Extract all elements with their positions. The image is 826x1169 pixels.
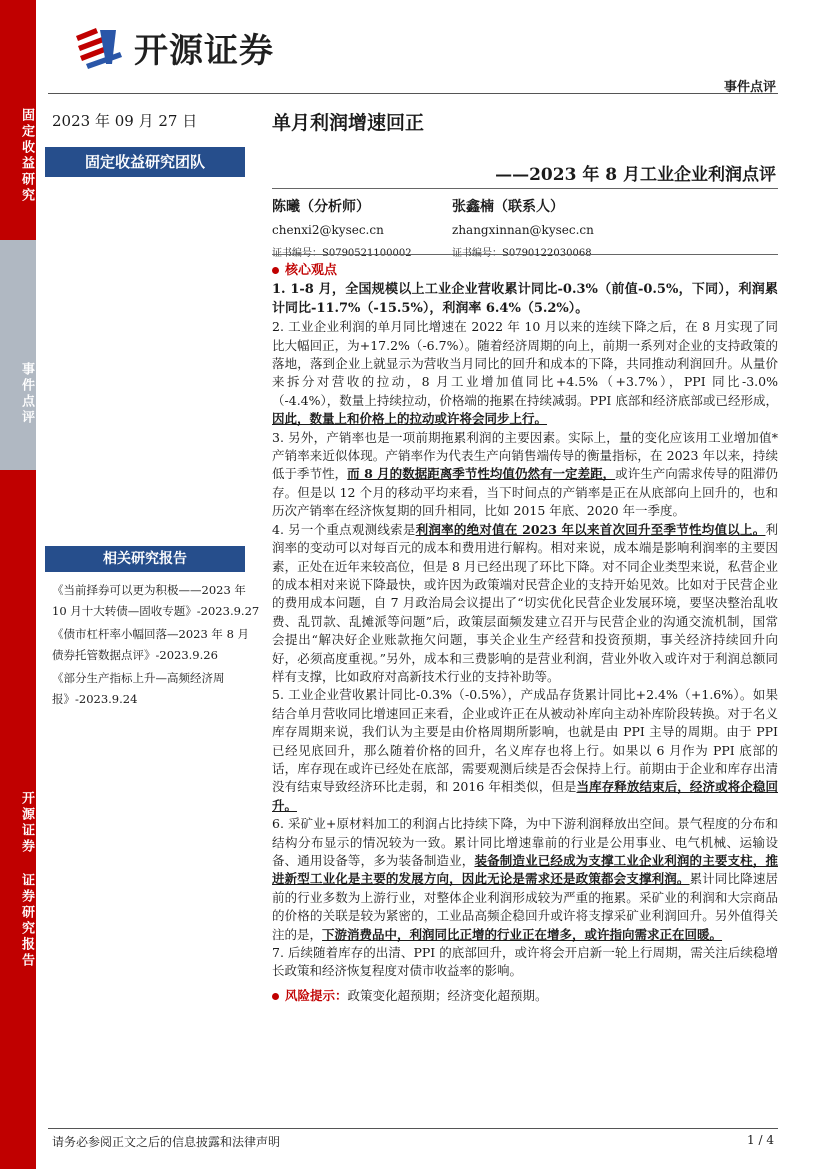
point-6-text: 6. 采矿业+原材料加工的利润占比持续下降，为中下游利润释放出空间。景气程度的分布和结构分布显示的情况较为一致。累计同比增速靠前的行业是公用事业、电气机械、运输设备、通用设备等，多为装备制造业， xyxy=(272,816,778,868)
footer-divider xyxy=(48,1128,778,1129)
sidebar-doc-type: 事件点评 xyxy=(0,240,36,470)
author-block xyxy=(272,196,412,259)
point-4-text: 4. 另一个重点观测线索是 xyxy=(272,521,416,537)
report-subtitle: ——2023 年 8 月工业企业利润点评 xyxy=(495,165,776,185)
point-3 xyxy=(272,429,778,521)
related-report-link[interactable]: 《部分生产指标上升—高频经济周报》-2023.9.24 xyxy=(52,671,225,706)
team-badge: 固定收益研究团队 xyxy=(45,147,245,177)
related-reports-heading: 相关研究报告 xyxy=(45,546,245,572)
company-logo xyxy=(72,24,274,70)
point-2 xyxy=(272,318,778,428)
point-6-text-cont: 累计同比降速居前的行业多数为上游行业，对整体企业利润形成较为严重的拖累。采矿业的利润和大宗商品的价格的关联是较为紧密的，工业品高频企稳回升或许将支撑采矿业利润回升。另外值得关注的是， xyxy=(272,871,778,942)
header-divider xyxy=(48,93,778,94)
report-date: 2023 年 09 月 27 日 xyxy=(52,112,198,130)
logo-mark-icon xyxy=(72,24,124,70)
point-4-emphasis: 利润率的绝对值在 2023 年以来首次回升至季节性均值以上。 xyxy=(415,521,766,537)
point-6-emphasis-2: 下游消费品中，利润同比正增的行业正在增多，或许指向需求正在回暖。 xyxy=(322,926,723,942)
point-6-emphasis: 装备制造业已经成为支撑工业企业利润的主要支柱，推进新型工业化是主要的发展方向，因此无论是需求还是政策都会支撑利润。 xyxy=(272,853,778,887)
risk-label: 风险提示： xyxy=(285,987,348,1003)
author-cert: 证书编号：S0790521100002 xyxy=(272,248,412,259)
report-title: 单月利润增速回正 xyxy=(272,112,425,134)
sidebar-category: 固定收益研究 xyxy=(0,0,36,240)
author-divider xyxy=(272,254,778,255)
point-5 xyxy=(272,686,778,815)
doc-type-label: 事件点评 xyxy=(723,80,776,95)
point-3-text: 3. 另外，产销率也是一项前期拖累利润的主要因素。实际上，量的变化应该用工业增加值*产销率来近似体现。产销率作为代表生产向销售端传导的衡量指标，在 2023 年以来，持续低于季节性， xyxy=(272,429,778,482)
sidebar xyxy=(0,0,36,1169)
author-block xyxy=(452,196,594,259)
point-7: 7. 后续随着库存的出清、PPI 的底部回升，或许将会开启新一轮上行周期，需关注后续稳增长政策和经济恢复程度对债市收益率的影响。 xyxy=(272,945,778,979)
risk-text: 政策变化超预期；经济变化超预期。 xyxy=(347,987,548,1003)
subtitle-divider xyxy=(272,188,778,189)
author-name: 张鑫楠（联系人） xyxy=(452,199,564,215)
author-cert: 证书编号：S0790122030068 xyxy=(452,248,592,259)
author-name: 陈曦（分析师） xyxy=(272,199,370,215)
point-3-emphasis: 而 8 月的数据距离季节性均值仍然有一定差距， xyxy=(347,466,616,482)
risk-warning xyxy=(272,987,778,1005)
author-email[interactable]: zhangxinnan@kysec.cn xyxy=(452,223,594,237)
core-views-heading xyxy=(272,262,778,280)
point-5-emphasis: 当库存释放结束后，经济或将企稳回升。 xyxy=(272,779,778,813)
point-1: 1. 1-8 月，全国规模以上工业企业营收累计同比-0.3%（前值-0.5%，下同），利润累计同比-11.7%（-15.5%），利润率 6.4%（5.2%）。 xyxy=(272,282,778,316)
point-6 xyxy=(272,815,778,944)
related-report-link[interactable]: 《当前择券可以更为积极——2023 年 10 月十大转债—固收专题》-2023.9.27 xyxy=(52,583,260,618)
point-4 xyxy=(272,521,778,687)
page-number: 1 / 4 xyxy=(747,1133,774,1147)
sidebar-company: 开源证券 证券研究报告 xyxy=(0,470,36,1169)
point-3-text-cont: 或许生产向需求传导的阻滞仍存。但是以 12 个月的移动平均来看，当下时间点的产销率是正在从底部向上回升的，也和历次产销率在经济恢复期的回升相同，比如 2015 年底、2020 年一季度。 xyxy=(272,466,778,519)
bullet-dot-icon xyxy=(272,267,279,274)
related-reports-list xyxy=(52,580,260,712)
point-2-text: 2. 工业企业利润的单月同比增速在 2022 年 10 月以来的连续下降之后，在 8 月实现了同比大幅回正，为+17.2%（-6.7%）。随着经济周期的向上，前期一系列对企业的支持政策的落地，落到企业上就显示为营收当月同比的回升和成本的下降，共同推动利润回升。从量价来拆分对营收的拉动，8 月工业增加值同比+4.5%（+3.7%），PPI 同比-3.0%（-4.4%），数量上持续拉动，价格端的拖累在持续减弱。PPI 底部和经济底部或已经形成， xyxy=(272,319,778,408)
related-report-link[interactable]: 《债市杠杆率小幅回落—2023 年 8 月债券托管数据点评》-2023.9.26 xyxy=(52,627,250,662)
author-email[interactable]: chenxi2@kysec.cn xyxy=(272,223,384,237)
main-content xyxy=(272,262,778,1005)
core-views-label: 核心观点 xyxy=(285,263,338,278)
point-4-text-cont: 利润率的变动可以对每百元的成本和费用进行解构。相对来说，成本端是影响利润率的主要因素，正处在近年来较高位，但是 8 月已经出现了环比下降。对不同企业类型来说，私营企业的成本相对来说下降最快，或许因为政策端对民营企业的支持开始见效。比如对于民营企业的费用成本问题，自 7 月政治局会议提出了“切实优化民营企业发展环境，要坚决整治乱收费、乱罚款、乱摊派等问题”后，政策层面频发建立召开与民营企业的沟通交流机制，国常会提出“解决好企业账款拖欠问题，事关企业生产经营和投资预期，事关经济持续回升向好，必须高度重视。”另外，成本和三费影响的是营业利润，营业外收入或许对于利润总额同样有支撑，比如政府对高新技术行业的支持补助等。 xyxy=(272,521,778,684)
point-5-text: 5. 工业企业营收累计同比-0.3%（-0.5%），产成品存货累计同比+2.4%（+1.6%）。如果结合单月营收同比增速回正来看，企业或许正在从被动补库向主动补库阶段转换。对于名义库存周期来说，我们认为主要是由价格周期所影响，也就是由 PPI 主导的周期。由于 PPI 已经见底回升，那么随着价格的回升，名义库存也将上行。如果以 6 月作为 PPI 底部的话，库存现在或许已经处在底部，需要观测后续是否会保持上行。前期由于企业和库存出清没有结束导致经济环比走弱，和 2016 年相类似，但是 xyxy=(272,687,778,795)
point-2-emphasis: 因此，数量上和价格上的拉动或许将会同步上行。 xyxy=(272,411,548,427)
bullet-dot-icon xyxy=(272,993,279,1000)
logo-text: 开源证券 xyxy=(134,30,274,71)
footer-disclaimer: 请务必参阅正文之后的信息披露和法律声明 xyxy=(52,1135,281,1149)
